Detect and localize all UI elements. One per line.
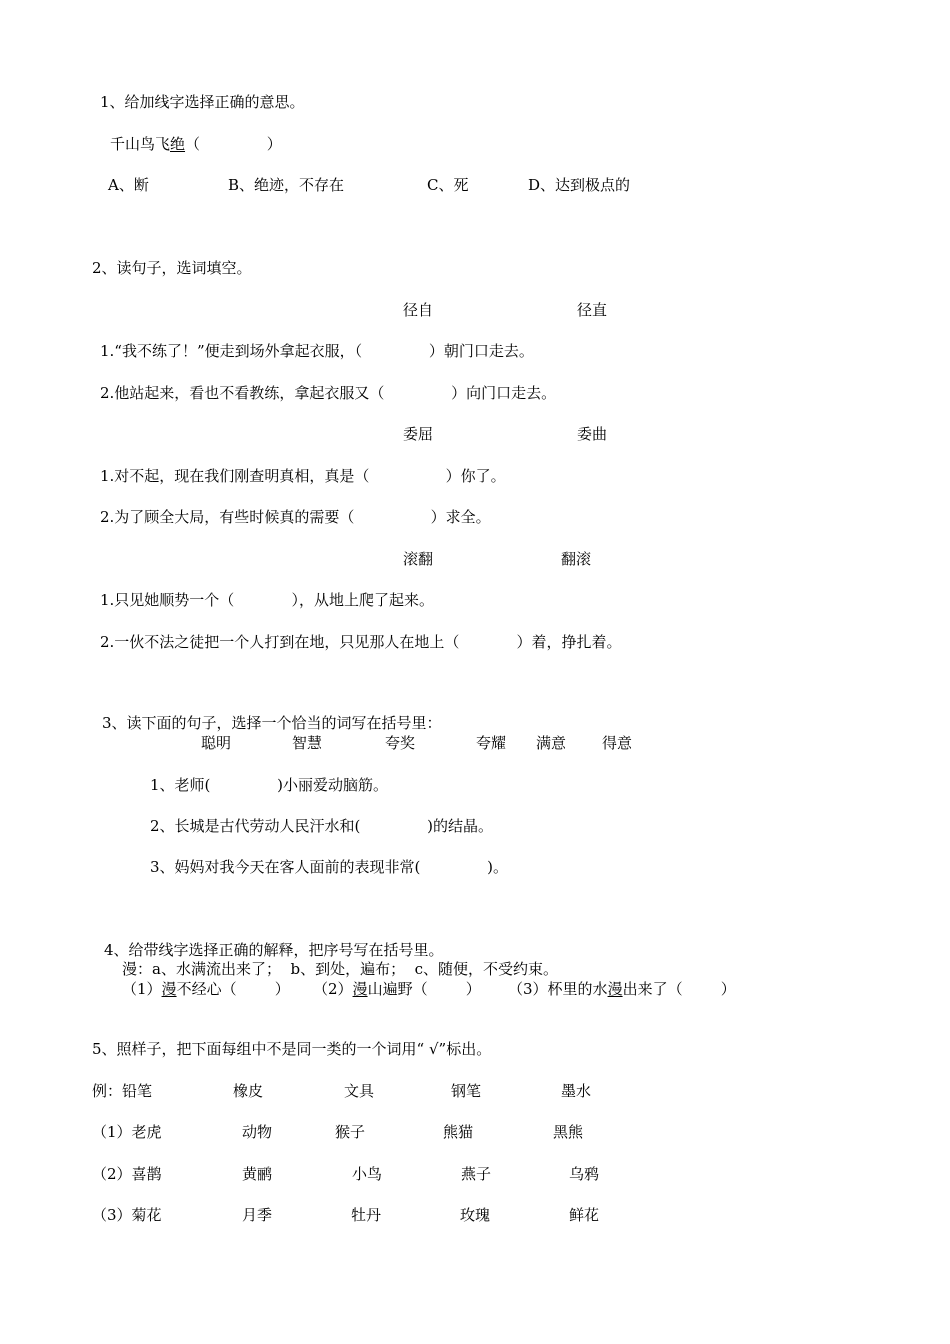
q5-word: 动物 xyxy=(242,1123,273,1141)
q2-word-option: 径直 xyxy=(577,301,608,319)
q2-word-option: 委曲 xyxy=(577,425,608,443)
q3-word-option: 夸耀 xyxy=(476,734,507,752)
q3-word-option: 智慧 xyxy=(292,734,323,752)
q5-heading: 5、照样子，把下面每组中不是同一类的一个词用“ √”标出。 xyxy=(92,1040,492,1058)
q4-item-num: （1） xyxy=(122,980,162,998)
q5-word: （2）喜鹊 xyxy=(92,1165,162,1183)
q5-word: 橡皮 xyxy=(233,1082,264,1100)
q1-underlined-char: 绝 xyxy=(170,135,186,153)
q4-item xyxy=(508,980,736,998)
q5-word: （3）菊花 xyxy=(92,1206,162,1224)
q1-phrase-prefix: 千山鸟飞 xyxy=(110,135,171,153)
q5-word: 熊猫 xyxy=(443,1123,474,1141)
q5-word: 猴子 xyxy=(335,1123,366,1141)
q2-sentence: 2.他站起来，看也不看教练，拿起衣服又（ ）向门口走去。 xyxy=(100,384,557,402)
q3-sentence: 1、老师( )小丽爱动脑筋。 xyxy=(150,776,389,794)
q1-option-d: D、达到极点的 xyxy=(528,176,631,194)
q5-word: 牡丹 xyxy=(351,1206,382,1224)
q5-word: 月季 xyxy=(242,1206,273,1224)
q4-underlined-char: 漫 xyxy=(607,980,623,998)
q5-word: 黄鹂 xyxy=(242,1165,273,1183)
q4-item-num: （3） xyxy=(508,980,548,998)
q3-heading: 3、读下面的句子，选择一个恰当的词写在括号里： xyxy=(102,714,442,732)
q3-word-option: 得意 xyxy=(602,734,633,752)
q3-word-option: 夸奖 xyxy=(385,734,416,752)
q4-underlined-char: 漫 xyxy=(352,980,368,998)
q4-item-rest: 不经心（ ） xyxy=(176,980,290,998)
q1-heading: 1、给加线字选择正确的意思。 xyxy=(100,93,305,111)
q4-item-rest: 山遍野（ ） xyxy=(367,980,481,998)
q4-item-pre: 杯里的水 xyxy=(547,980,608,998)
q1-option-a: A、断 xyxy=(108,176,149,194)
q4-item-num: （2） xyxy=(313,980,353,998)
q2-sentence: 2.一伙不法之徒把一个人打到在地，只见那人在地上（ ）着，挣扎着。 xyxy=(100,633,622,651)
q2-sentence: 1.“我不练了！”便走到场外拿起衣服，（ ）朝门口走去。 xyxy=(100,342,534,360)
q5-word: 例：铅笔 xyxy=(92,1082,153,1100)
q2-word-option: 翻滚 xyxy=(561,550,592,568)
q5-word: 燕子 xyxy=(461,1165,492,1183)
q5-word: 玫瑰 xyxy=(460,1206,491,1224)
q1-phrase xyxy=(110,135,282,153)
q4-item xyxy=(313,980,481,998)
q5-word: （1）老虎 xyxy=(92,1123,162,1141)
q5-word: 鲜花 xyxy=(569,1206,600,1224)
q3-sentence: 3、妈妈对我今天在客人面前的表现非常( )。 xyxy=(150,858,509,876)
q2-sentence: 1.对不起，现在我们刚查明真相，真是（ ）你了。 xyxy=(100,467,506,485)
q2-word-option: 委屈 xyxy=(403,425,434,443)
q2-word-option: 滚翻 xyxy=(403,550,434,568)
q3-sentence: 2、长城是古代劳动人民汗水和( )的结晶。 xyxy=(150,817,494,835)
q5-word: 黑熊 xyxy=(553,1123,584,1141)
q2-word-option: 径自 xyxy=(403,301,434,319)
q1-option-b: B、绝迹，不存在 xyxy=(228,176,345,194)
q2-heading: 2、读句子，选词填空。 xyxy=(92,259,252,277)
q4-definition: 漫：a、水满流出来了； b、到处，遍布； c、随便，不受约束。 xyxy=(122,960,559,978)
q5-word: 墨水 xyxy=(561,1082,592,1100)
q5-word: 文具 xyxy=(344,1082,375,1100)
q2-sentence: 2.为了顾全大局，有些时候真的需要（ ）求全。 xyxy=(100,508,491,526)
q4-heading: 4、给带线字选择正确的解释，把序号写在括号里。 xyxy=(104,941,444,959)
q1-option-c: C、死 xyxy=(427,176,469,194)
q5-word: 小鸟 xyxy=(352,1165,383,1183)
q2-sentence: 1.只见她顺势一个（ ），从地上爬了起来。 xyxy=(100,591,435,609)
q4-item xyxy=(122,980,290,998)
q3-word-option: 聪明 xyxy=(201,734,232,752)
q5-word: 乌鸦 xyxy=(569,1165,600,1183)
q3-word-option: 满意 xyxy=(536,734,567,752)
q5-word: 钢笔 xyxy=(451,1082,482,1100)
q1-answer-blank[interactable]: （ ） xyxy=(185,135,282,153)
q4-item-rest: 出来了（ ） xyxy=(622,980,736,998)
q4-underlined-char: 漫 xyxy=(161,980,177,998)
